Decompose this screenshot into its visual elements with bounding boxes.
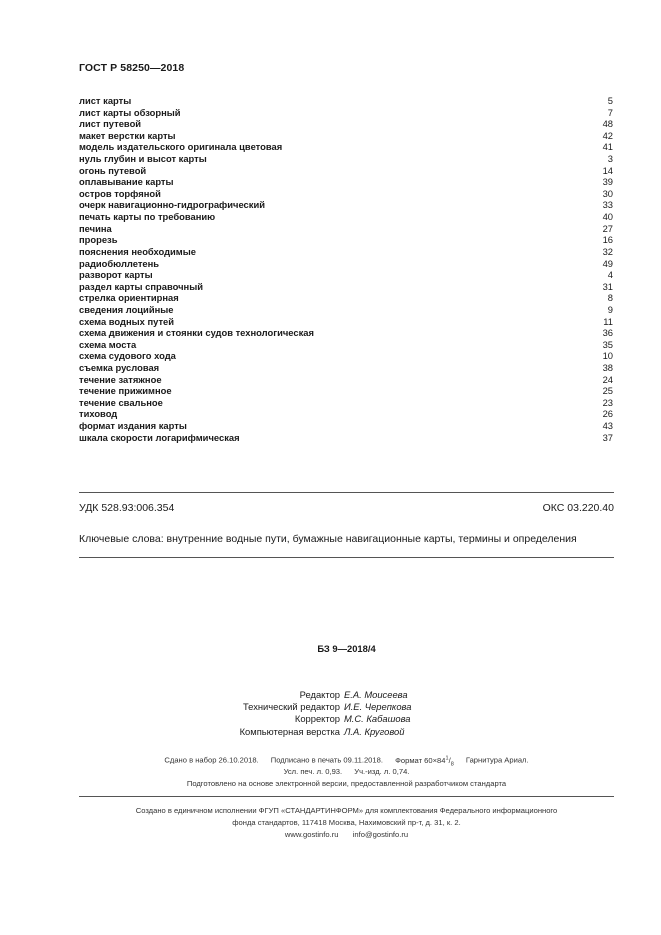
index-page-number: 5 [607,95,613,106]
index-row [79,316,613,328]
index-page-number: 40 [602,211,613,223]
index-term: раздел карты справочный [79,280,203,292]
index-page-number: 3 [607,153,613,165]
index-row [79,339,613,351]
index-term: модель издательского оригинала цветовая [79,141,283,153]
index-page-number: 7 [607,106,613,118]
index-page-number: 43 [602,420,613,432]
index-term: оплавывание карты [79,176,174,188]
index-term: печать карты по требованию [79,211,216,223]
index-row [79,292,613,304]
divider-top [79,492,614,493]
bz-number: БЗ 9—2018/4 [317,643,376,654]
index-page-number: 4 [607,269,613,281]
typeface: Гарнитура Ариал. [465,755,529,765]
paper-format: Формат $60\times 84^1/_8$ [395,755,454,768]
index-row [79,281,613,293]
index-term: лист карты [79,95,132,106]
submitted-date: Сдано в набор 26.10.2018. [164,755,259,765]
credit-row [200,701,500,713]
credit-name: М.С. Кабашова [344,713,411,725]
index-term: остров торфяной [79,187,161,199]
index-row [79,362,613,374]
index-term: схема водных путей [79,315,175,327]
credit-name: Л.А. Круговой [344,725,405,737]
term-index [79,95,613,443]
credit-role: Компьютерная верстка [239,725,340,737]
index-row [79,350,613,362]
index-page-number: 39 [602,176,613,188]
imprint-line-2 [79,767,614,776]
index-term: сведения лоцийные [79,303,174,315]
index-term: течение свальное [79,396,163,408]
index-page-number: 36 [602,327,613,339]
index-page-number: 11 [603,315,613,327]
index-page-number: 32 [602,245,613,257]
index-page-number: 25 [602,385,613,397]
credit-row [200,713,500,725]
index-page-number: 35 [602,338,613,350]
credit-row [200,726,500,738]
index-term: формат издания карты [79,420,187,432]
index-row [79,199,613,211]
index-page-number: 42 [602,129,613,141]
index-page-number: 48 [602,118,613,130]
index-page-number: 9 [607,303,613,315]
index-term: течение прижимное [79,385,172,397]
index-term: нуль глубин и высот карты [79,153,207,165]
credit-role: Редактор [299,689,340,700]
print-sheets: Усл. печ. л. 0,93. [283,767,343,776]
index-page-number: 23 [602,396,613,408]
index-row [79,188,613,200]
credit-name: Е.А. Моисеева [344,689,408,700]
email-link[interactable]: info@gostinfo.ru [352,830,409,839]
index-term: тиховод [79,408,118,420]
imprint-line-1 [79,755,614,767]
index-page-number: 8 [607,292,613,304]
footer-line-2: фонда стандартов, 117418 Москва, Нахимовский пр-т, д. 31, к. 2. [232,818,461,827]
index-page-number: 10 [602,350,613,362]
publisher-footer [79,805,614,841]
footer-contacts [79,829,614,841]
credit-row [200,689,500,701]
index-row [79,153,613,165]
index-row [79,223,613,235]
index-page-number: 31 [602,280,613,292]
index-row [79,304,613,316]
footer-line-1: Создано в единичном исполнении ФГУП «СТАНДАРТИНФОРМ» для комплектования Федерального информационного [135,806,558,815]
index-term: макет верстки карты [79,129,176,141]
index-term: съемка русловая [79,362,160,374]
signed-date: Подписано в печать 09.11.2018. [270,755,383,765]
index-row [79,246,613,258]
index-row [79,130,613,142]
index-row [79,118,613,130]
index-page-number: 14 [602,164,613,176]
index-term: лист путевой [79,118,142,130]
edit-sheets: Уч.-изд. л. 0,74. [354,767,410,776]
index-page-number: 27 [602,222,613,234]
index-term: радиобюллетень [79,257,160,269]
credits-block [200,689,500,738]
index-term: очерк навигационно-гидрографический [79,199,265,211]
index-term: схема движения и стоянки судов технологическая [79,327,314,339]
index-row [79,327,613,339]
index-term: стрелка ориентирная [79,292,179,304]
index-page-number: 26 [602,408,613,420]
index-page-number: 16 [602,234,613,246]
index-term: пояснения необходимые [79,245,196,257]
website-link[interactable]: www.gostinfo.ru [284,830,339,839]
index-page-number: 49 [602,257,613,269]
index-row [79,374,613,386]
index-row [79,432,613,444]
index-term: прорезь [79,234,118,246]
index-row [79,397,613,409]
index-page-number: 30 [602,187,613,199]
index-row [79,269,613,281]
index-row [79,141,613,153]
index-row [79,385,613,397]
index-page-number: 33 [602,199,613,211]
divider-bottom [79,557,614,558]
index-page-number: 24 [602,373,613,385]
index-term: печина [79,222,112,234]
index-term: схема моста [79,338,137,350]
index-row [79,95,613,107]
index-page-number: 41 [602,141,613,153]
credit-role: Технический редактор [242,701,340,713]
index-row [79,420,613,432]
index-term: течение затяжное [79,373,162,385]
divider-footer [79,796,614,797]
index-row [79,211,613,223]
document-header: ГОСТ Р 58250—2018 [79,62,185,74]
keywords: Ключевые слова: внутренние водные пути, бумажные навигационные карты, термины и определения [79,533,577,545]
udk-code: УДК 528.93:006.354 [79,502,175,514]
index-term: лист карты обзорный [79,106,181,118]
index-row [79,258,613,270]
index-row [79,234,613,246]
index-row [79,165,613,177]
index-term: огонь путевой [79,164,147,176]
credit-role: Корректор [294,713,340,725]
index-row [79,408,613,420]
index-term: шкала скорости логарифмическая [79,431,240,443]
index-term: схема судового хода [79,350,176,362]
classification-row [79,502,614,514]
index-row [79,107,613,119]
index-page-number: 38 [602,362,613,374]
oks-code: ОКС 03.220.40 [542,502,614,514]
index-row [79,176,613,188]
index-term: разворот карты [79,269,153,281]
index-page-number: 37 [602,431,613,443]
credit-name: И.Е. Черепкова [344,701,412,713]
imprint-line-3: Подготовлено на основе электронной версии, предоставленной разработчиком стандарта [186,779,507,788]
